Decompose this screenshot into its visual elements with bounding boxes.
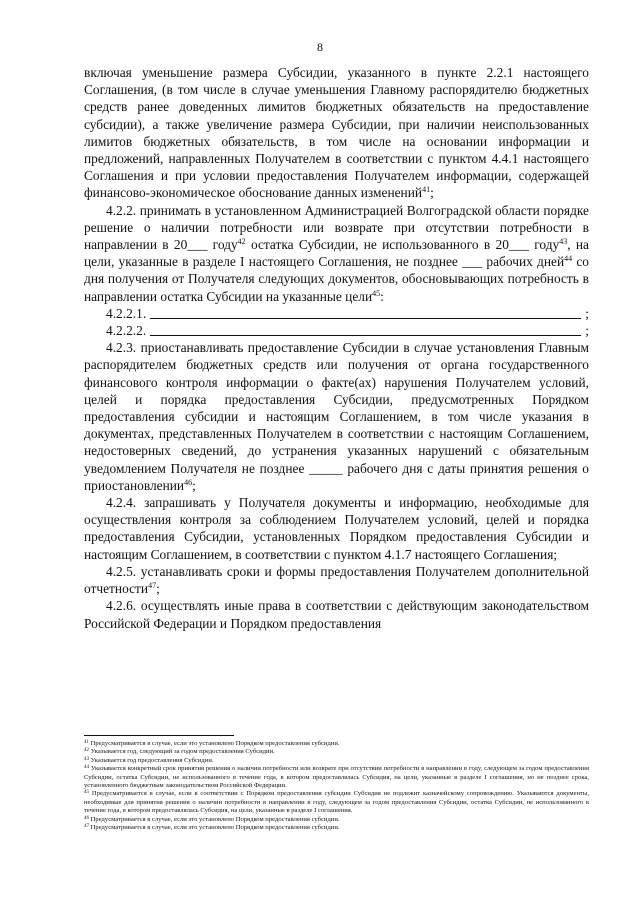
paragraph-4-2-3: 4.2.3. приостанавливать предоставление Субсидии в случае установления Главным распорядителем бюджетных средств или получения от органа государственного финансового контроля информации о факте(ах) нарушения Получателем условий, целей и порядка предоставления Субсидии, предусмотренных Порядком предоставления субсидии и настоящим Соглашением, в том числе указания в документах, представленных Получателем в соответствии с настоящим Соглашением, недостоверных сведений, до устранения указанных нарушений с обязательным уведомлением Получателя не позднее _____ рабочего дня с даты принятия решения о приостановлении$^{46}$;	[84, 340, 589, 493]
paragraph-4-2-5: 4.2.5. устанавливать сроки и формы предоставления Получателем дополнительной отчетности$^{47}$;	[84, 563, 589, 597]
footnote-ref: 46	[184, 477, 193, 487]
paragraph-4-2-4: 4.2.4. запрашивать у Получателя документы и информацию, необходимые для осуществления контроля за соблюдением Получателем условий, целей и порядка предоставления Субсидии, установленных Порядком предоставления Субсидии и настоящим Соглашением, в соответствии с пунктом 4.1.7 настоящего Соглашения;	[84, 495, 589, 562]
footnote-number: 44	[84, 765, 89, 771]
footnote-text: Предусматривается в случае, если это установлено Порядком предоставления субсидии.	[89, 815, 340, 823]
fill-in-line-4-2-2-1	[84, 305, 589, 322]
footnote-number: 46	[84, 815, 89, 821]
footnote-number: 42	[84, 748, 89, 754]
footnote	[84, 824, 589, 832]
footnote-text: Указывается конкретный срок принятия решения о наличии потребности или возврате при отсутствии потребности в направлении в году, следующем за годом предоставления Субсидии, остатка Субсидии, не использованного в течение года, в котором предоставлялась Субсидия, на цели, указанные в разделе I соглашения, но не позднее срока, установленного бюджетным законодательством Российской Федерации.	[84, 765, 589, 790]
page-number: 8	[317, 40, 323, 54]
footnote-text: Указывается год предоставления Субсидии.	[89, 756, 214, 764]
blank-underline	[150, 318, 581, 319]
fill-in-line-4-2-2-2	[84, 322, 589, 339]
footnote-ref: 45	[372, 288, 381, 298]
item-end-punct: ;	[585, 323, 589, 339]
footnote	[84, 740, 589, 748]
footnote-number: 47	[84, 824, 89, 830]
footnotes	[84, 740, 589, 832]
footnote-ref: 43	[559, 237, 568, 247]
paragraph-4-2-2: 4.2.2. принимать в установленном Администрацией Волгоградской области порядке решение о наличии потребности или возврате при отсутствии потребности в направлении в 20___ году$^{42}$ остатка Субсидии, не использованного в 20___ году$^{43}$, на цели, указанные в разделе I настоящего Соглашения, не позднее ___ рабочих дней$^{44}$ со дня получения от Получателя следующих документов, обосновывающих потребность в направлении остатка Субсидии на указанные цели$^{45}$:	[84, 202, 589, 304]
footnote-ref: 47	[148, 581, 157, 591]
document-body	[84, 64, 589, 632]
footnote-text: Предусматривается в случае, если в соответствии с Порядком предоставления субсидии Субсидия не подлежит казначейскому сопровождению. Указываются документы, необходимые для принятия решения о наличии потребности в направлении в году, следующем за годом предоставления Субсидии, остатка Субсидии, не использованного в течение года, в котором предоставлялась Субсидия, на цели, указанные в разделе I соглашения.	[84, 790, 589, 815]
footnote-ref: 42	[237, 237, 246, 247]
item-number: 4.2.2.1.	[106, 305, 147, 321]
footnote-text: Предусматривается в случае, если это установлено Порядком предоставления субсидии.	[89, 824, 340, 832]
item-number: 4.2.2.2.	[106, 323, 147, 339]
footnote-number: 43	[84, 756, 89, 762]
footnote-number: 45	[84, 790, 89, 796]
footnote	[84, 765, 589, 790]
footnote-text: Указывается год, следующий за годом предоставления Субсидии.	[89, 748, 275, 756]
footnote-text: Предусматривается в случае, если это установлено Порядком предоставления субсидии.	[89, 740, 340, 747]
footnote	[84, 790, 589, 815]
footnote	[84, 748, 589, 756]
footnote-ref: 44	[564, 254, 573, 264]
paragraph-4-2-6: 4.2.6. осуществлять иные права в соответствии с действующим законодательством Российской Федерации и Порядком предоставления	[84, 598, 589, 631]
paragraph-continuation: включая уменьшение размера Субсидии, указанного в пункте 2.2.1 настоящего Соглашения, (в том числе в случае уменьшения Главному распорядителю бюджетных средств ранее доведенных лимитов бюджетных обязательств на предоставление субсидии), а также увеличение размера Субсидии, при наличии неиспользованных лимитов бюджетных обязательств, в том числе на основании информации и предложений, направленных Получателем в соответствии с пунктом 4.4.1 настоящего Соглашения и при условии предоставления Получателем информации, содержащей финансово-экономическое обоснование данных изменений$^{41}$;	[84, 65, 589, 201]
footnote	[84, 816, 589, 824]
footnote-ref: 41	[422, 185, 431, 195]
footnote-number: 41	[84, 740, 89, 745]
footnote	[84, 757, 589, 765]
item-end-punct: ;	[585, 305, 589, 321]
blank-underline	[150, 335, 581, 336]
footnote-separator	[84, 735, 234, 736]
